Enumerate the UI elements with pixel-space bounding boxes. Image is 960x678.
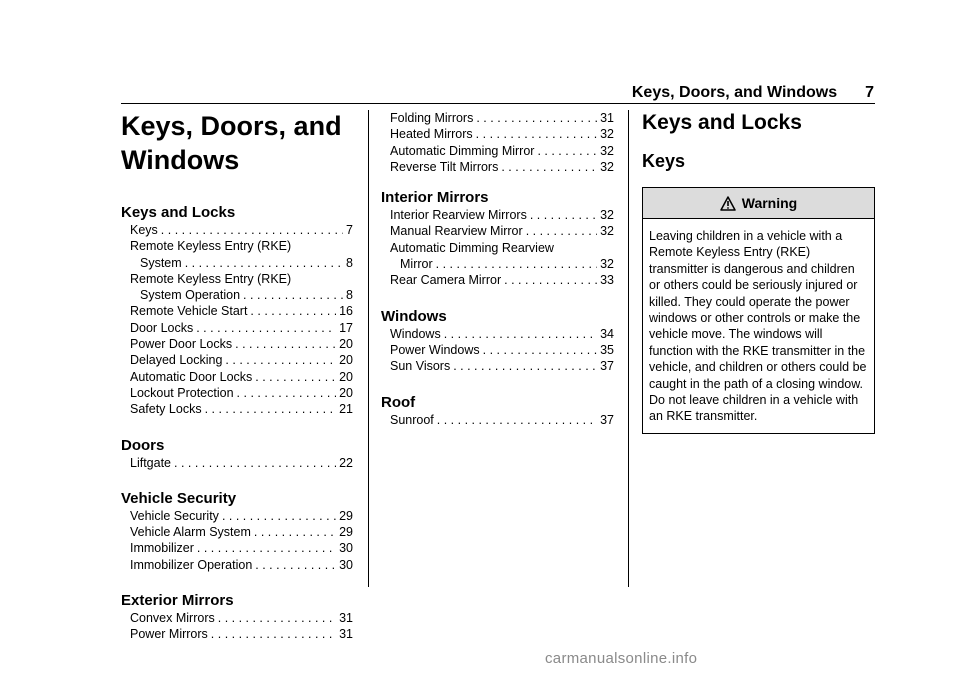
toc-page-number: 31 <box>600 111 614 125</box>
toc-entry-label-cont: System Operation <box>140 288 241 303</box>
toc-entry <box>121 238 353 254</box>
toc-entry-label: Door Locks <box>130 320 194 335</box>
toc-section-title: Keys and Locks <box>121 204 236 221</box>
toc-page-number: 32 <box>600 143 614 158</box>
toc-entry-label: Delayed Locking <box>130 353 223 368</box>
toc-entry-label: Folding Mirrors <box>390 111 474 125</box>
toc-page-number: 32 <box>600 257 614 272</box>
toc-page-number: 30 <box>339 541 353 556</box>
toc-entry-label: Immobilizer <box>130 541 194 556</box>
content-column <box>642 104 875 434</box>
dot-leader <box>205 401 337 417</box>
toc-page-number: 35 <box>600 342 614 357</box>
toc-entry <box>381 412 614 428</box>
warning-title: Warning <box>741 195 798 211</box>
watermark: carmanualsonline.info <box>545 650 698 667</box>
toc-entry <box>381 272 614 288</box>
dot-leader <box>218 610 336 626</box>
toc-entry <box>381 207 614 223</box>
dot-leader <box>255 557 336 573</box>
toc-section-title: Doors <box>121 436 165 454</box>
page-number: 7 <box>865 84 874 101</box>
toc-entry <box>381 110 614 126</box>
toc-page-number: 20 <box>339 369 353 384</box>
dot-leader <box>476 126 597 142</box>
dot-leader <box>436 256 597 272</box>
toc-page-number: 32 <box>600 208 614 223</box>
toc-section-title: Interior Mirrors <box>381 189 489 207</box>
toc-entry <box>121 455 353 471</box>
toc-entry-label: Remote Keyless Entry (RKE) <box>130 271 292 286</box>
dot-leader <box>255 369 336 385</box>
toc-entry-label: Rear Camera Mirror <box>390 273 502 288</box>
toc-entry-label: Convex Mirrors <box>130 611 215 626</box>
toc-entry-label: Automatic Door Locks <box>130 369 253 384</box>
chapter-title: Keys, Doors, and Windows <box>121 111 342 175</box>
toc-entry <box>121 303 353 319</box>
toc-page-number: 29 <box>339 525 353 540</box>
toc-entry <box>121 271 353 287</box>
toc-entry <box>381 159 614 175</box>
toc-entry <box>121 524 353 540</box>
dot-leader <box>174 455 336 471</box>
toc-section-title: Exterior Mirrors <box>121 592 234 610</box>
warning-box <box>642 187 875 434</box>
toc-section <box>121 592 353 643</box>
running-header <box>632 84 874 102</box>
toc-page-number: 21 <box>339 402 353 417</box>
dot-leader <box>537 143 597 159</box>
subsection-heading: Keys <box>642 151 686 171</box>
dot-leader <box>197 540 336 556</box>
toc-page-number: 31 <box>339 627 353 642</box>
warning-header <box>643 188 874 219</box>
toc-page-number: 17 <box>339 320 353 335</box>
toc-column-1 <box>121 104 353 643</box>
toc-page-number: 20 <box>339 385 353 400</box>
toc-entry <box>121 385 353 401</box>
toc-page-number: 29 <box>339 508 353 523</box>
toc-section <box>121 490 353 573</box>
toc-section-title: Roof <box>381 393 416 411</box>
toc-entry-label-cont: System <box>140 255 182 270</box>
toc-entry-label: Keys <box>130 223 158 237</box>
toc-entry-label: Lockout Protection <box>130 385 234 400</box>
toc-entry-label: Manual Rearview Mirror <box>390 224 523 239</box>
toc-page-number: 20 <box>339 353 353 368</box>
toc-entry <box>121 352 353 368</box>
dot-leader <box>501 159 597 175</box>
toc-entry-label-cont: Mirror <box>400 257 433 272</box>
toc-entry-continuation <box>121 287 353 303</box>
dot-leader <box>237 385 337 401</box>
toc-entry <box>381 240 614 256</box>
toc-entry <box>121 336 353 352</box>
dot-leader <box>453 358 597 374</box>
column-divider-1 <box>368 110 369 587</box>
toc-entry-label: Power Mirrors <box>130 627 208 642</box>
section-heading: Keys and Locks <box>642 111 802 134</box>
toc-section <box>381 394 614 428</box>
toc-entry <box>381 358 614 374</box>
dot-leader <box>250 303 336 319</box>
toc-entry <box>121 401 353 417</box>
toc-entry <box>121 557 353 573</box>
dot-leader <box>444 326 597 342</box>
dot-leader <box>476 110 597 126</box>
dot-leader <box>243 287 343 303</box>
toc-entry <box>381 143 614 159</box>
toc-entry-label: Immobilizer Operation <box>130 557 253 572</box>
toc-entry-continuation <box>381 256 614 272</box>
toc-entry-label: Automatic Dimming Mirror <box>390 143 535 158</box>
warning-triangle-icon <box>720 196 736 211</box>
column-divider-2 <box>628 110 629 587</box>
toc-page-number: 20 <box>339 337 353 352</box>
toc-page-number: 31 <box>339 611 353 626</box>
dot-leader <box>483 342 597 358</box>
toc-entry-label: Liftgate <box>130 455 172 470</box>
dot-leader <box>211 626 336 642</box>
toc-page-number: 37 <box>600 359 614 374</box>
toc-entry <box>121 626 353 642</box>
warning-text: Leaving children in a vehicle with a Remote Keyless Entry (RKE) transmitter is dangerous and children or others could be seriously injured or killed. They could operate the power windows or other controls or make the vehicle move. The windows will function with the RKE transmitter in the vehicle, and children or others could be caught in the path of a closing window. Do not leave children in a vehicle with an RKE transmitter. <box>649 229 867 424</box>
toc-section-title: Vehicle Security <box>121 489 237 507</box>
toc-entry-label: Remote Keyless Entry (RKE) <box>130 239 292 254</box>
dot-leader <box>185 255 343 271</box>
toc-page-number: 8 <box>346 288 353 303</box>
dot-leader <box>161 222 343 238</box>
toc-section <box>381 308 614 375</box>
toc-page-number: 30 <box>339 557 353 572</box>
toc-entry-label: Vehicle Security <box>130 508 219 523</box>
toc-page-number: 34 <box>600 326 614 341</box>
toc-entry-label: Sunroof <box>390 412 434 427</box>
toc-entry <box>381 223 614 239</box>
toc-entry <box>121 610 353 626</box>
toc-page-number: 33 <box>600 273 614 288</box>
toc-entry-label: Power Windows <box>390 342 480 357</box>
dot-leader <box>254 524 336 540</box>
dot-leader <box>225 352 336 368</box>
toc-page-number: 37 <box>600 412 614 427</box>
toc-entry-label: Power Door Locks <box>130 337 233 352</box>
toc-column-2 <box>381 104 614 428</box>
dot-leader <box>222 508 336 524</box>
toc-entry-label: Heated Mirrors <box>390 127 473 142</box>
toc-entry <box>121 222 353 238</box>
toc-page-number: 32 <box>600 127 614 142</box>
dot-leader <box>530 207 597 223</box>
toc-page-number: 16 <box>339 304 353 319</box>
toc-section <box>121 204 353 418</box>
toc-entry <box>381 126 614 142</box>
toc-entry-label: Remote Vehicle Start <box>130 304 248 319</box>
toc-entry <box>121 369 353 385</box>
dot-leader <box>235 336 336 352</box>
toc-entry-label: Automatic Dimming Rearview <box>390 240 554 255</box>
toc-entry <box>121 508 353 524</box>
toc-entry-label: Vehicle Alarm System <box>130 525 251 540</box>
toc-page-number: 32 <box>600 159 614 174</box>
toc-entry <box>381 326 614 342</box>
toc-entry-label: Sun Visors <box>390 359 451 374</box>
toc-entry <box>121 540 353 556</box>
toc-entry-label: Windows <box>390 326 441 341</box>
toc-page-number: 8 <box>346 255 353 270</box>
toc-page-number: 7 <box>346 223 353 237</box>
toc-entry <box>121 320 353 336</box>
toc-entry-label: Safety Locks <box>130 402 202 417</box>
toc-section <box>121 437 353 471</box>
toc-page-number: 22 <box>339 455 353 470</box>
toc-entry-label: Interior Rearview Mirrors <box>390 208 527 223</box>
toc-section <box>381 189 614 288</box>
toc-entry <box>381 342 614 358</box>
dot-leader <box>437 412 597 428</box>
dot-leader <box>196 320 336 336</box>
running-header-title: Keys, Doors, and Windows <box>631 84 838 101</box>
toc-entry-label: Reverse Tilt Mirrors <box>390 159 499 174</box>
dot-leader <box>504 272 597 288</box>
toc-page-number: 32 <box>600 224 614 239</box>
toc-section-title: Windows <box>381 307 447 325</box>
toc-entry-continuation <box>121 255 353 271</box>
dot-leader <box>526 223 597 239</box>
